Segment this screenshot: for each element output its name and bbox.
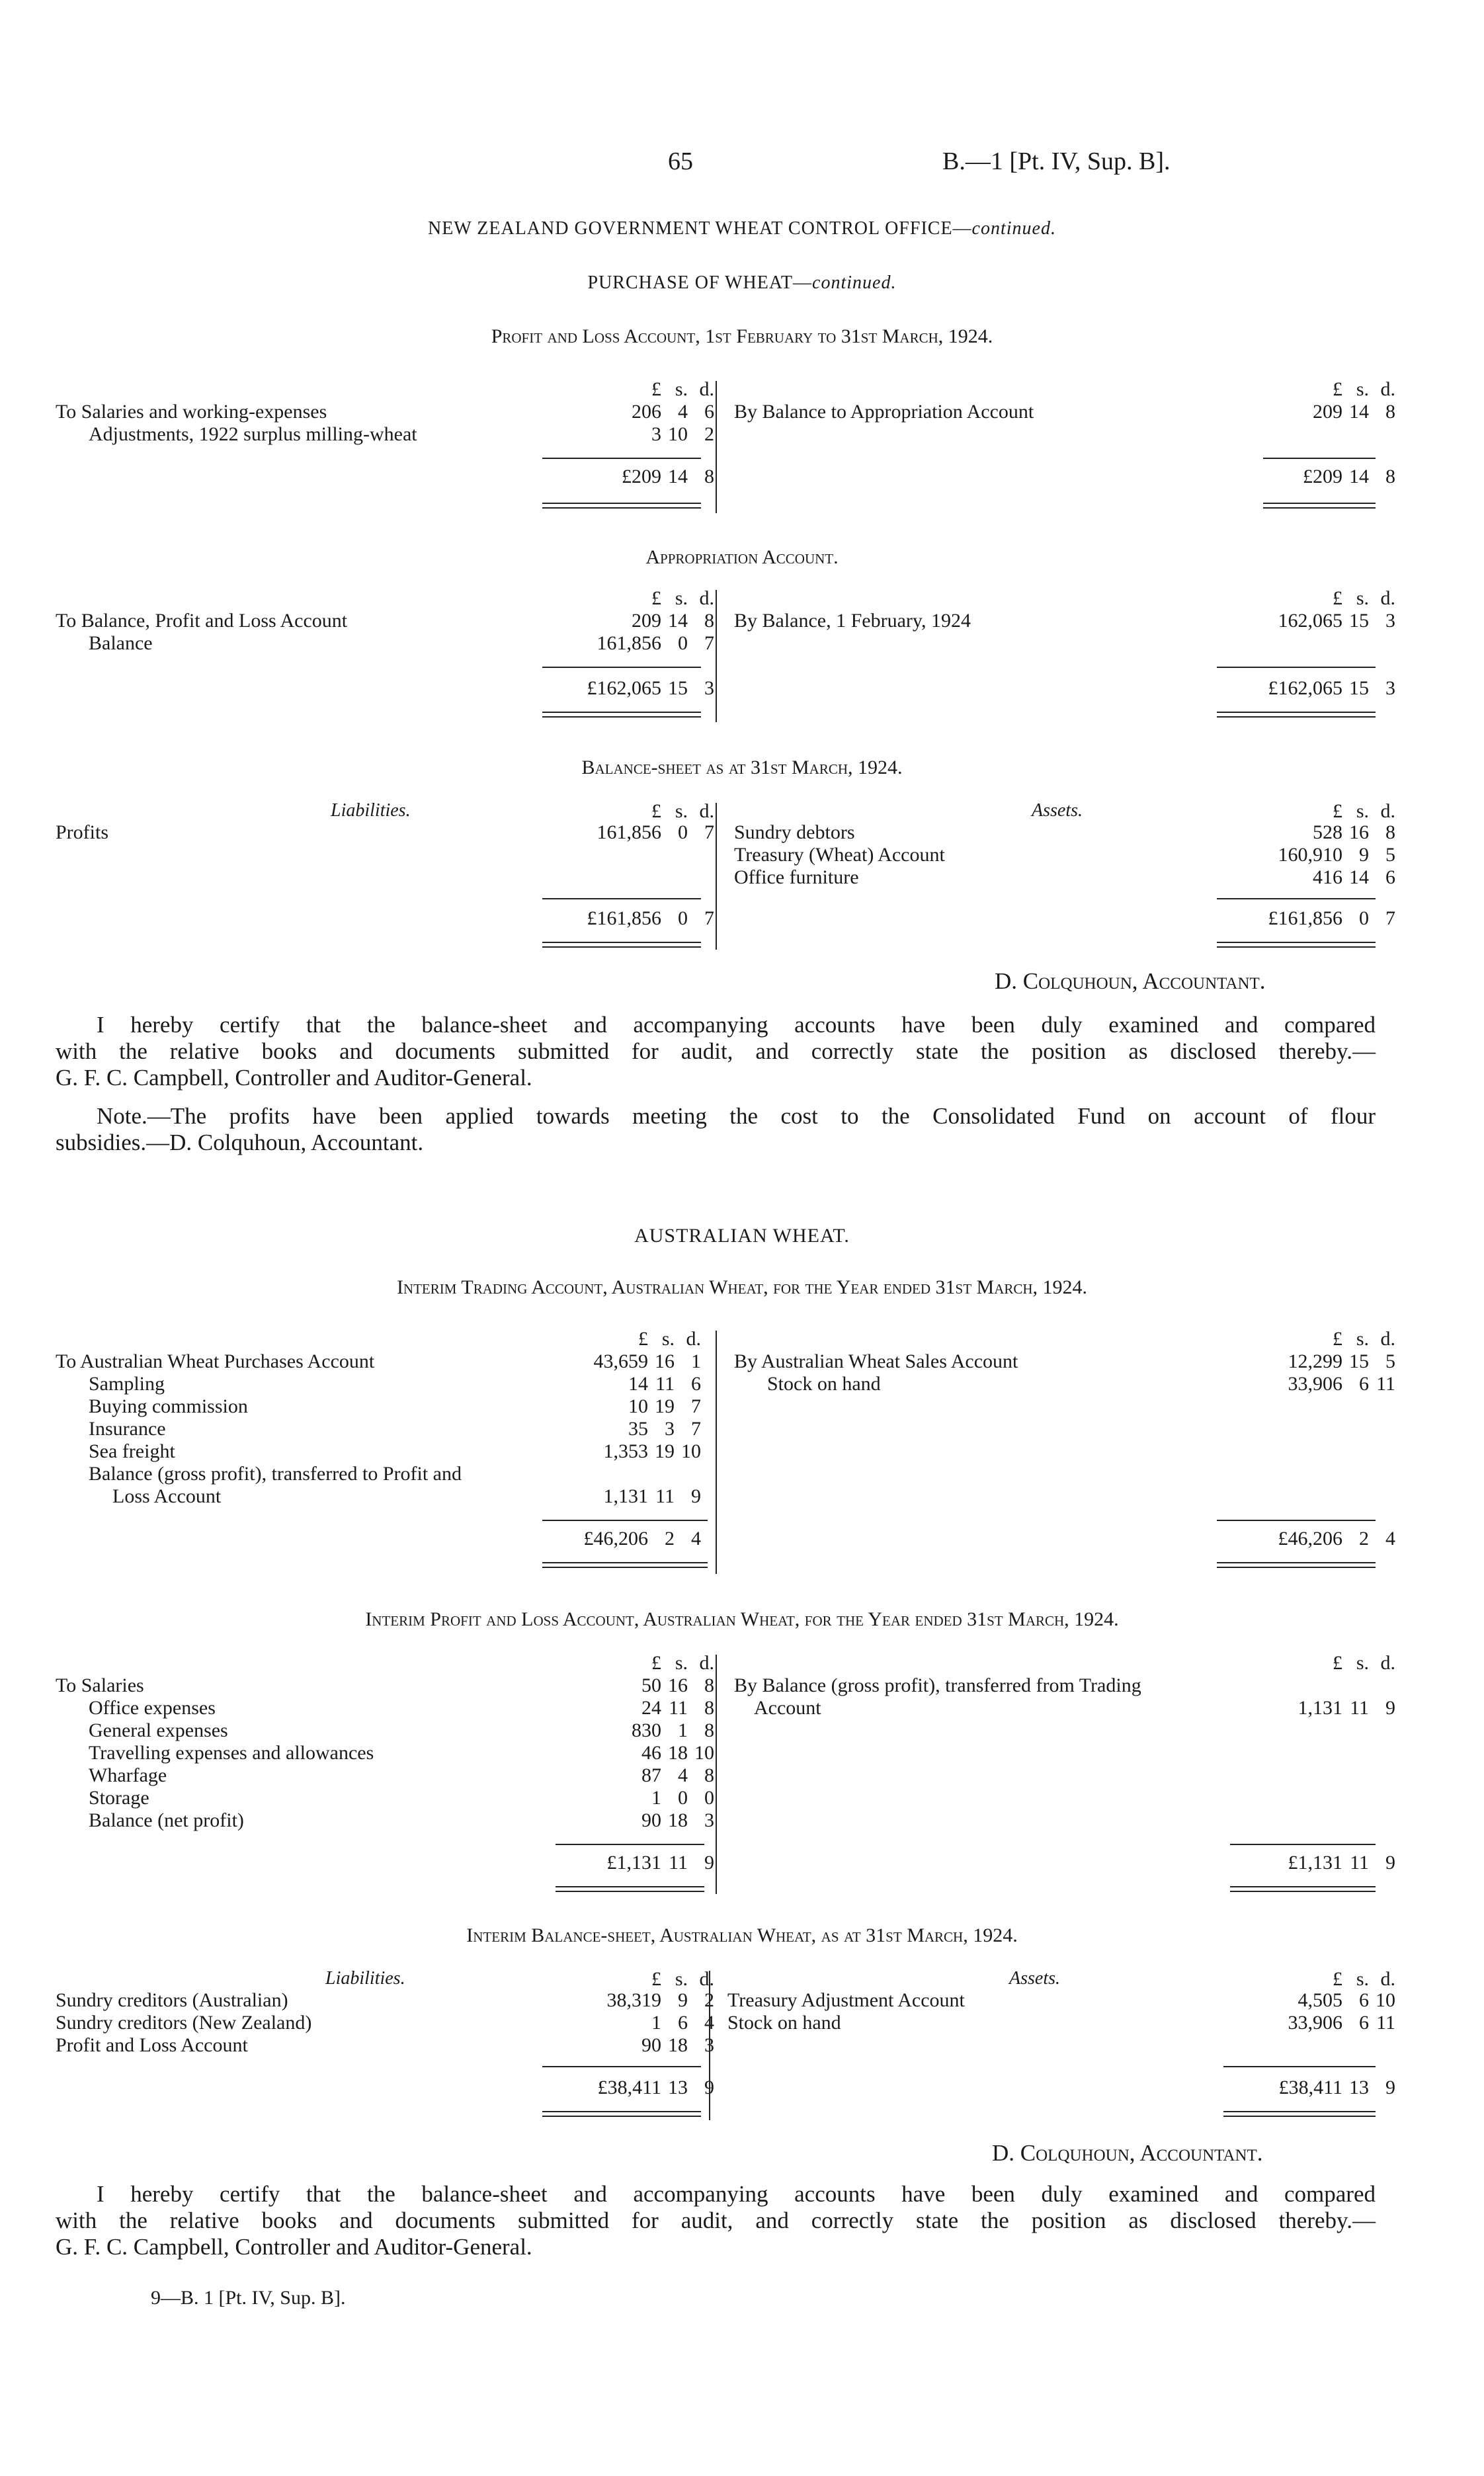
trading-debit-amount: 10 19 7 [628, 1395, 701, 1417]
interim-pl-credit-label: By Balance (gross profit), transferred from Trading [734, 1674, 1141, 1696]
divider [542, 1520, 708, 1521]
divider [556, 1886, 704, 1892]
interim-pl-debit-label: To Salaries [56, 1674, 144, 1696]
trading-debit-label: To Australian Wheat Purchases Account [56, 1350, 375, 1372]
appropriation-credit-currency-header: £ s. d. [1333, 587, 1395, 609]
appropriation-debit-label: To Balance, Profit and Loss Account [56, 610, 348, 632]
pl-debit-label: To Salaries and working-expenses [56, 401, 327, 423]
trading-debit-amount: 1,131 11 9 [603, 1485, 701, 1507]
office-title: NEW ZEALAND GOVERNMENT WHEAT CONTROL OFFICE—continued. [428, 218, 1056, 239]
trading-credit-currency-header: £ s. d. [1333, 1328, 1395, 1350]
trading-credit-label: Stock on hand [767, 1373, 881, 1395]
signature: D. Colquhoun, Accountant. [995, 968, 1266, 994]
bs-assets-currency-header: £ s. d. [1333, 800, 1395, 822]
divider [542, 458, 701, 459]
purchase-title: PURCHASE OF WHEAT—continued. [587, 272, 897, 293]
interim-pl-debit-label: Travelling expenses and allowances [89, 1742, 374, 1764]
interim-pl-credit-total: £1,131 11 9 [1288, 1852, 1395, 1874]
divider [1217, 667, 1376, 668]
pl-debit-amount: 206 4 6 [632, 401, 714, 423]
interim-bs-assets-currency-header: £ s. d. [1333, 1968, 1395, 1990]
pl-credit-currency-header: £ s. d. [1333, 378, 1395, 400]
interim-bs-liability-amount: 1 6 4 [651, 2012, 714, 2034]
interim-bs-asset-label: Treasury Adjustment Account [727, 1989, 965, 2011]
trading-debit-amount: 1,353 19 10 [603, 1440, 701, 1462]
interim-bs-title: Interim Balance-sheet, Australian Wheat, as at 31st March, 1924. [466, 1924, 1018, 1946]
appropriation-debit-amount: 209 14 8 [632, 610, 714, 632]
appropriation-debit-amount: 161,856 0 7 [597, 632, 714, 654]
interim-assets-header: Assets. [1009, 1968, 1060, 1989]
column-divider [709, 1971, 710, 2120]
pl-credit-label: By Balance to Appropriation Account [734, 401, 1034, 423]
interim-pl-debit-amount: 90 18 3 [641, 1809, 714, 1831]
trading-debit-amount: 14 11 6 [628, 1373, 701, 1395]
signature: D. Colquhoun, Accountant. [992, 2140, 1263, 2166]
bs-asset-label: Office furniture [734, 866, 859, 888]
bs-liability-amount: 161,856 0 7 [597, 821, 714, 843]
divider [542, 667, 701, 668]
interim-bs-liability-label: Sundry creditors (New Zealand) [56, 2012, 312, 2034]
column-divider [716, 1331, 717, 1574]
divider [542, 942, 701, 948]
liabilities-header: Liabilities. [331, 800, 411, 821]
trading-debit-currency-header: £ s. d. [638, 1328, 701, 1350]
audit-certificate: I hereby certify that the balance-sheet and accompanying accounts have been duly examined and compared with the relative books and documents submitted for audit, and correctly state the position as disclosed thereby.— G. F. C. Campbell, Controller and Auditor-General. [56, 2181, 1376, 2260]
trading-debit-label: Insurance [89, 1418, 166, 1440]
trading-debit-amount: 35 3 7 [628, 1418, 701, 1440]
interim-bs-liabilities-total: £38,411 13 9 [597, 2077, 714, 2098]
bs-assets-total: £161,856 0 7 [1268, 907, 1395, 929]
note: Note.—The profits have been applied towards meeting the cost to the Consolidated Fund on account of flour subsidies.—D. Colquhoun, Accountant. [56, 1103, 1376, 1155]
trading-debit-total: £46,206 2 4 [583, 1528, 701, 1549]
divider [1230, 1886, 1376, 1892]
column-divider [716, 1655, 717, 1894]
divider [1263, 503, 1376, 509]
bs-asset-label: Treasury (Wheat) Account [734, 844, 945, 866]
pl-debit-label: Adjustments, 1922 surplus milling-wheat [89, 423, 417, 445]
bs-asset-amount: 528 16 8 [1313, 821, 1395, 843]
trading-title: Interim Trading Account, Australian Wheat, for the Year ended 31st March, 1924. [396, 1276, 1088, 1298]
bs-liability-label: Profits [56, 821, 109, 843]
bs-asset-amount: 416 14 6 [1313, 866, 1395, 888]
column-divider [716, 803, 717, 950]
divider [556, 1844, 704, 1845]
divider [542, 2111, 701, 2117]
trading-credit-total: £46,206 2 4 [1278, 1528, 1395, 1549]
bs-asset-label: Sundry debtors [734, 821, 855, 843]
interim-pl-debit-amount: 87 4 8 [641, 1764, 714, 1786]
divider [1223, 2066, 1376, 2067]
bs-liabilities-total: £161,856 0 7 [587, 907, 714, 929]
divider [1217, 1520, 1376, 1521]
divider [542, 2066, 701, 2067]
bs-asset-amount: 160,910 9 5 [1278, 844, 1395, 866]
trading-debit-label: Buying commission [89, 1395, 248, 1417]
page-number: 65 [668, 147, 693, 175]
trading-debit-label: Balance (gross profit), transferred to Profit and [89, 1463, 462, 1485]
column-divider [716, 381, 717, 513]
interim-pl-credit-currency-header: £ s. d. [1333, 1652, 1395, 1674]
interim-bs-liability-amount: 90 18 3 [641, 2034, 714, 2056]
interim-pl-debit-label: Office expenses [89, 1697, 216, 1719]
divider [1223, 2111, 1376, 2117]
interim-bs-liability-label: Profit and Loss Account [56, 2034, 248, 2056]
trading-debit-label: Loss Account [112, 1485, 222, 1507]
trading-debit-label: Sampling [89, 1373, 165, 1395]
column-divider [716, 590, 717, 722]
interim-pl-debit-amount: 830 1 8 [632, 1719, 714, 1741]
trading-credit-amount: 33,906 6 11 [1288, 1373, 1395, 1395]
interim-pl-debit-label: General expenses [89, 1719, 228, 1741]
divider [1263, 458, 1376, 459]
trading-debit-amount: 43,659 16 1 [593, 1350, 701, 1372]
assets-header: Assets. [1032, 800, 1083, 821]
trading-credit-label: By Australian Wheat Sales Account [734, 1350, 1018, 1372]
interim-pl-debit-amount: 24 11 8 [641, 1697, 714, 1719]
trading-credit-amount: 12,299 15 5 [1288, 1350, 1395, 1372]
interim-pl-debit-amount: 50 16 8 [641, 1674, 714, 1696]
pl-debit-total: £209 14 8 [622, 466, 714, 487]
interim-pl-credit-amount: 1,131 11 9 [1298, 1697, 1395, 1719]
appropriation-credit-total: £162,065 15 3 [1268, 677, 1395, 699]
divider [1217, 942, 1376, 948]
pl-debit-currency-header: £ s. d. [651, 378, 714, 400]
interim-bs-liabilities-currency-header: £ s. d. [651, 1968, 714, 1990]
divider [1217, 898, 1376, 899]
interim-bs-asset-amount: 33,906 6 11 [1288, 2012, 1395, 2034]
interim-pl-title: Interim Profit and Loss Account, Australian Wheat, for the Year ended 31st March, 1924. [365, 1608, 1119, 1630]
interim-pl-debit-label: Wharfage [89, 1764, 167, 1786]
pl-credit-amount: 209 14 8 [1313, 401, 1395, 423]
interim-liabilities-header: Liabilities. [325, 1968, 405, 1989]
appropriation-credit-label: By Balance, 1 February, 1924 [734, 610, 971, 632]
page-reference: B.—1 [Pt. IV, Sup. B]. [942, 147, 1171, 175]
australian-wheat-title: AUSTRALIAN WHEAT. [634, 1225, 850, 1247]
pl-debit-amount: 3 10 2 [651, 423, 714, 445]
footer-reference: 9—B. 1 [Pt. IV, Sup. B]. [151, 2287, 346, 2309]
divider [542, 712, 701, 718]
interim-pl-debit-label: Storage [89, 1787, 149, 1809]
appropriation-debit-currency-header: £ s. d. [651, 587, 714, 609]
divider [1217, 1562, 1376, 1568]
interim-bs-asset-amount: 4,505 6 10 [1298, 1989, 1395, 2011]
bs-liabilities-currency-header: £ s. d. [651, 800, 714, 822]
interim-pl-debit-amount: 1 0 0 [651, 1787, 714, 1809]
pl-credit-total: £209 14 8 [1303, 466, 1395, 487]
interim-bs-assets-total: £38,411 13 9 [1278, 2077, 1395, 2098]
audit-certificate: I hereby certify that the balance-sheet and accompanying accounts have been duly examined and compared with the relative books and documents submitted for audit, and correctly state the position as disclosed thereby.— G. F. C. Campbell, Controller and Auditor-General. [56, 1012, 1376, 1091]
divider [1230, 1844, 1376, 1845]
appropriation-debit-label: Balance [89, 632, 153, 654]
interim-pl-debit-total: £1,131 11 9 [606, 1852, 714, 1874]
divider [542, 503, 701, 509]
divider [1217, 712, 1376, 718]
interim-bs-asset-label: Stock on hand [727, 2012, 841, 2034]
interim-pl-debit-amount: 46 18 10 [641, 1742, 714, 1764]
interim-bs-liability-amount: 38,319 9 2 [606, 1989, 714, 2011]
interim-pl-debit-currency-header: £ s. d. [651, 1652, 714, 1674]
appropriation-title: Appropriation Account. [645, 546, 839, 568]
interim-pl-credit-label: Account [754, 1697, 821, 1719]
interim-pl-debit-label: Balance (net profit) [89, 1809, 244, 1831]
appropriation-debit-total: £162,065 15 3 [587, 677, 714, 699]
balance-sheet-title: Balance-sheet as at 31st March, 1924. [581, 757, 903, 778]
trading-debit-label: Sea freight [89, 1440, 175, 1462]
appropriation-credit-amount: 162,065 15 3 [1278, 610, 1395, 632]
interim-bs-liability-label: Sundry creditors (Australian) [56, 1989, 288, 2011]
pl-account-title: Profit and Loss Account, 1st February to 31st March, 1924. [491, 325, 993, 347]
divider [542, 1562, 708, 1568]
divider [542, 898, 701, 899]
